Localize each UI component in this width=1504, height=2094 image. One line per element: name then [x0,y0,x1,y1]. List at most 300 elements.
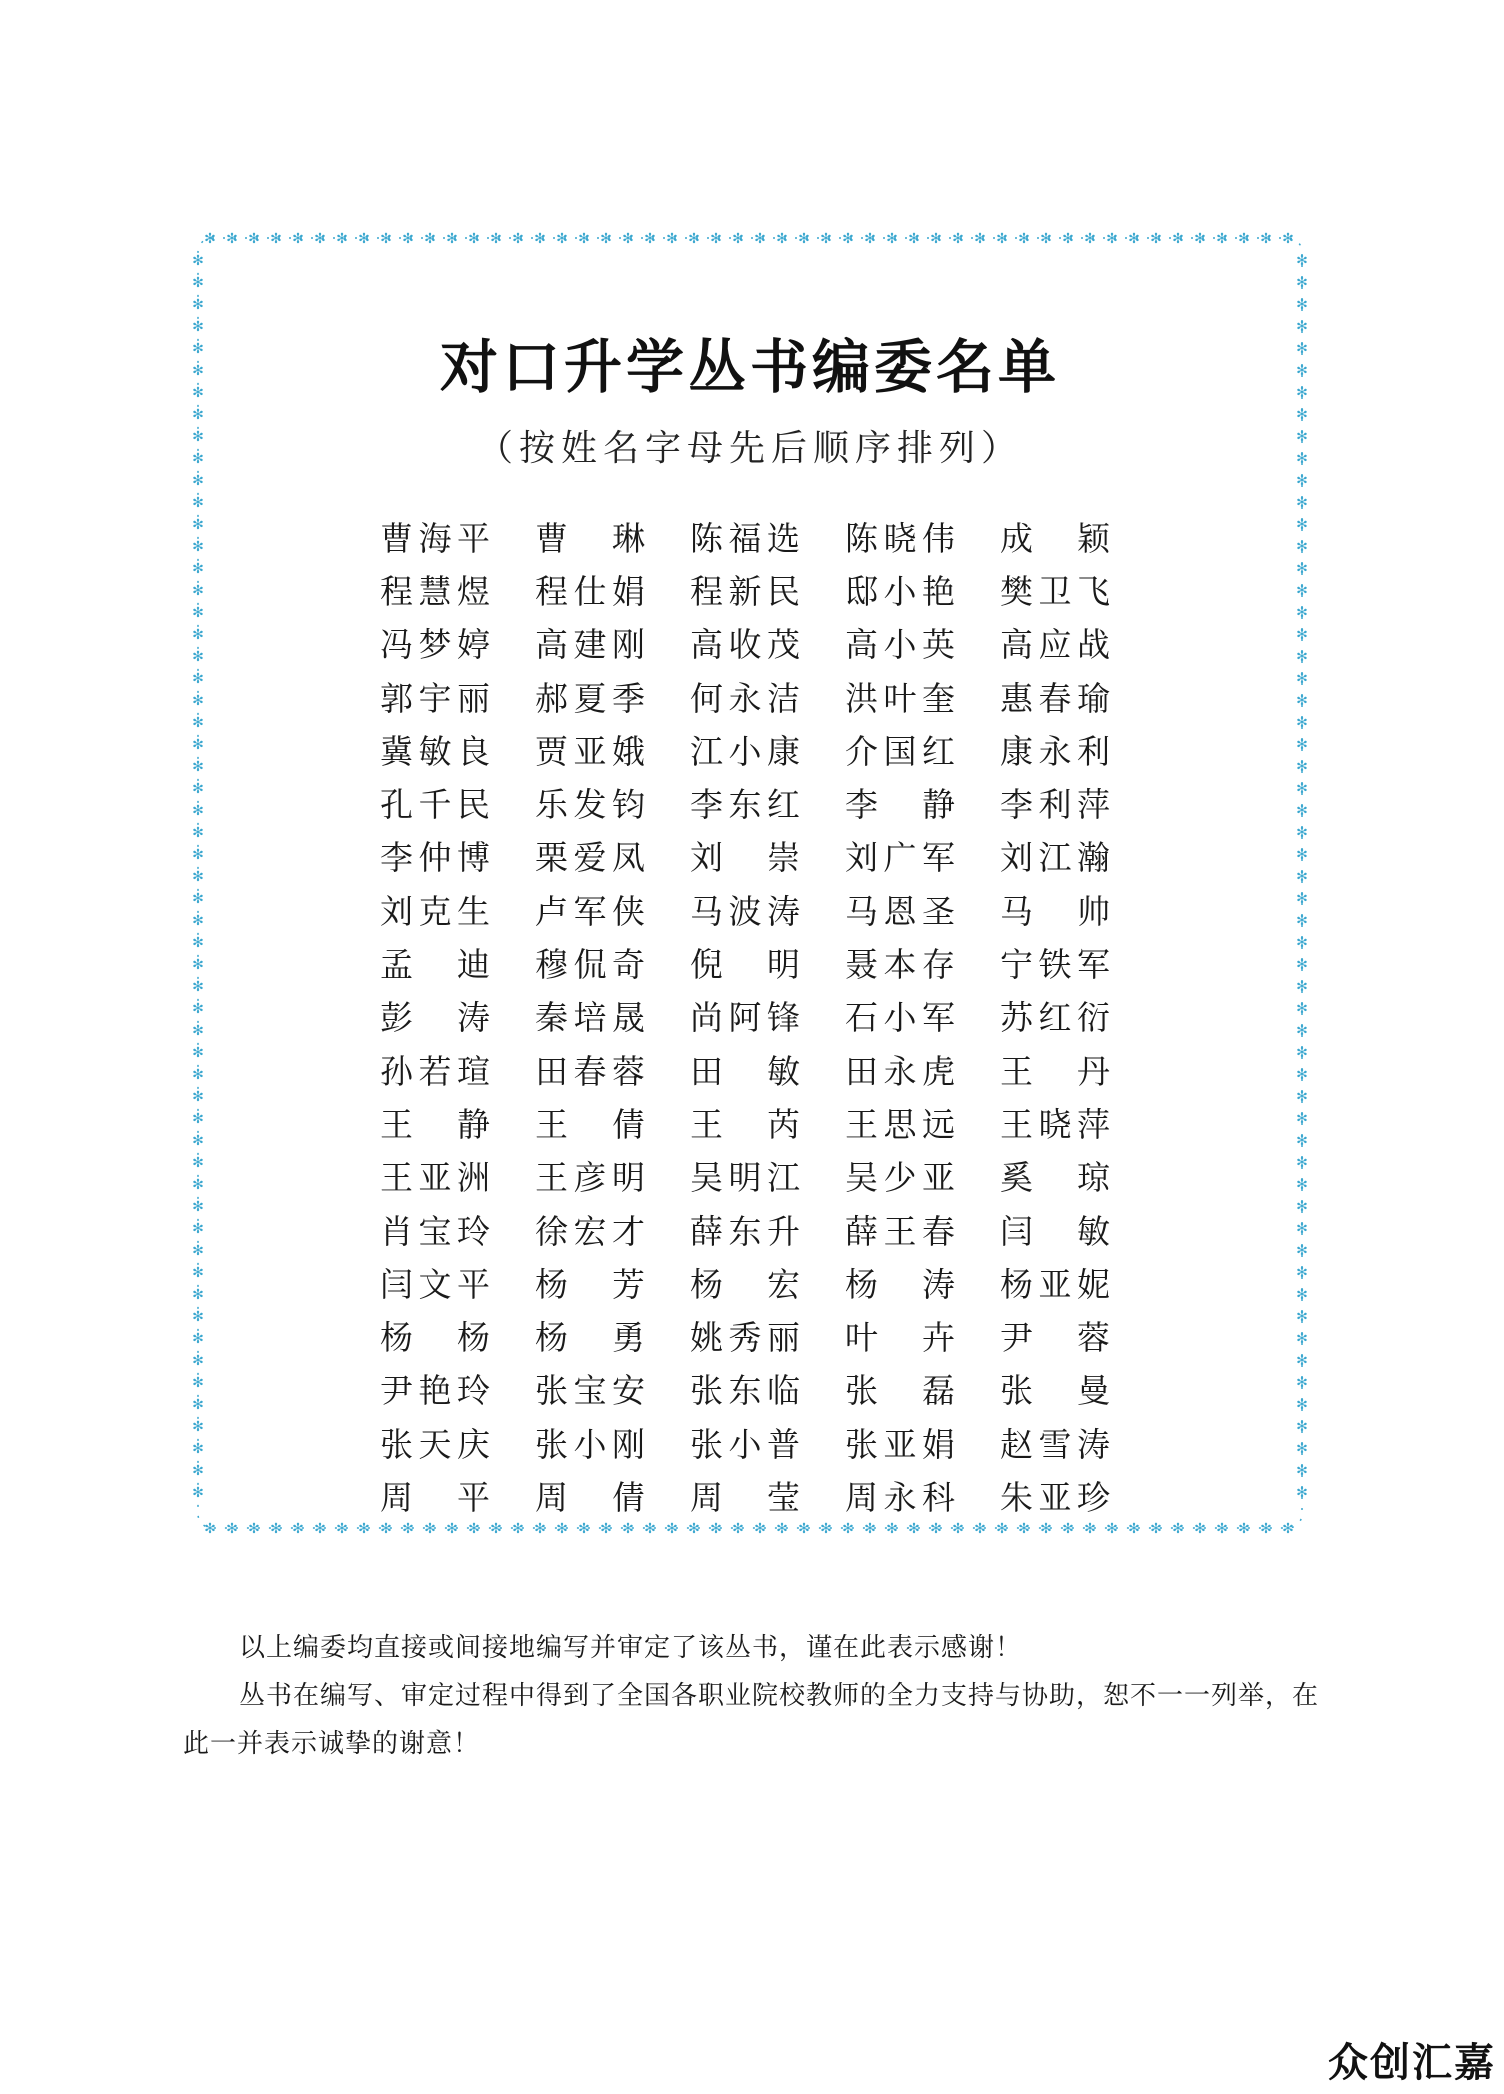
editor-name: 冀 敏 良 [380,731,490,771]
svg-text:✻: ✻ [1296,979,1308,995]
svg-text:✻: ✻ [402,1521,414,1536]
svg-text:✻: ✻ [622,1521,634,1536]
editor-name: 李 静 [845,785,955,825]
svg-text:✻: ✻ [1296,1199,1308,1215]
svg-text:✻: ✻ [864,231,876,247]
editor-name: 王 亚 洲 [380,1158,490,1198]
svg-text:✻: ✻ [1216,1521,1228,1536]
editor-name: 高 小 英 [845,625,955,665]
svg-text:✻: ✻ [754,1521,766,1536]
svg-text:✻: ✻ [1296,1045,1308,1061]
editor-name: 康 永 利 [1000,731,1110,771]
svg-text:✻: ✻ [192,561,204,577]
svg-text:✻: ✻ [1296,1023,1308,1039]
svg-text:✻: ✻ [1106,1521,1118,1536]
editor-name: 杨 宏 [690,1264,800,1304]
editor-name: 介 国 红 [845,731,955,771]
svg-text:✻: ✻ [1296,649,1308,665]
editor-name: 郝 夏 季 [535,678,645,718]
page-title: 对口升学丛书编委名单 [439,333,1060,401]
svg-text:✻: ✻ [358,1521,370,1536]
svg-text:✻: ✻ [1296,737,1308,753]
editor-name: 朱 亚 珍 [1000,1477,1110,1517]
editor-name: 王 丹 [1000,1051,1110,1091]
editor-name: 孔 千 民 [380,785,490,825]
acknowledgement-paragraph-2: 丛书在编写、审定过程中得到了全国各职业院校教师的全力支持与协助，恕不一一列举，在此一并表示诚挚的谢意！ [183,1681,1320,1759]
svg-text:✻: ✻ [1296,1133,1308,1149]
editor-name: 宁 铁 军 [1000,945,1110,985]
svg-text:✻: ✻ [1216,231,1228,247]
editor-name: 杨 杨 [380,1318,490,1358]
editor-name: 贾 亚 娥 [535,731,645,771]
svg-text:✻: ✻ [192,1111,204,1127]
decorative-border-frame [190,230,1310,1536]
svg-text:✻: ✻ [226,231,238,247]
svg-text:✻: ✻ [192,737,204,753]
svg-text:✻: ✻ [1296,781,1308,797]
svg-text:✻: ✻ [578,231,590,247]
svg-text:✻: ✻ [468,231,480,247]
editor-name: 聂 本 存 [845,945,955,985]
editor-name-list [380,512,1155,1525]
editor-name: 周 倩 [535,1477,645,1517]
editor-name: 成 颖 [1000,518,1110,558]
svg-text:✻: ✻ [1296,1287,1308,1303]
editor-name: 邸 小 艳 [845,571,955,611]
svg-text:✻: ✻ [1296,517,1308,533]
svg-text:✻: ✻ [1296,319,1308,335]
svg-text:✻: ✻ [292,1521,304,1536]
editor-name: 曹 海 平 [380,518,490,558]
svg-text:✻: ✻ [192,1221,204,1237]
svg-text:✻: ✻ [192,275,204,291]
editor-name: 王 晓 萍 [1000,1104,1110,1144]
svg-text:✻: ✻ [1194,231,1206,247]
svg-text:✻: ✻ [1296,715,1308,731]
editor-name: 张 宝 安 [535,1371,645,1411]
svg-text:✻: ✻ [1296,1419,1308,1435]
editor-name: 姚 秀 丽 [690,1318,800,1358]
editor-name: 何 永 洁 [690,678,800,718]
svg-text:✻: ✻ [1296,1177,1308,1193]
editor-name: 薛 王 春 [845,1211,955,1251]
svg-text:✻: ✻ [1296,495,1308,511]
svg-text:✻: ✻ [192,1133,204,1149]
svg-text:✻: ✻ [192,1265,204,1281]
editor-name: 张 东 临 [690,1371,800,1411]
svg-text:✻: ✻ [1296,1001,1308,1017]
editor-name: 田 春 蓉 [535,1051,645,1091]
svg-text:✻: ✻ [192,913,204,929]
svg-text:✻: ✻ [952,231,964,247]
svg-text:✻: ✻ [1260,231,1272,247]
svg-text:✻: ✻ [1296,869,1308,885]
editor-name: 李 东 红 [690,785,800,825]
editor-name: 秦 培 晟 [535,998,645,1038]
editor-name: 刘 江 瀚 [1000,838,1110,878]
svg-text:✻: ✻ [1296,297,1308,313]
svg-text:✻: ✻ [556,231,568,247]
svg-text:✻: ✻ [1296,451,1308,467]
svg-text:✻: ✻ [192,803,204,819]
svg-text:✻: ✻ [1296,891,1308,907]
svg-text:✻: ✻ [192,1199,204,1215]
svg-text:✻: ✻ [192,473,204,489]
editor-name: 王 彦 明 [535,1158,645,1198]
svg-text:✻: ✻ [192,693,204,709]
editor-name: 王 倩 [535,1104,645,1144]
editor-name: 王 芮 [690,1104,800,1144]
svg-text:✻: ✻ [974,231,986,247]
editor-name: 栗 爱 凤 [535,838,645,878]
svg-text:✻: ✻ [556,1521,568,1536]
svg-text:✻: ✻ [1296,671,1308,687]
svg-text:✻: ✻ [192,1463,204,1479]
svg-text:✻: ✻ [490,231,502,247]
editor-name: 王 思 远 [845,1104,955,1144]
editor-name: 高 应 战 [1000,625,1110,665]
svg-text:✻: ✻ [1296,605,1308,621]
svg-text:✻: ✻ [192,1045,204,1061]
svg-text:✻: ✻ [204,231,216,247]
svg-text:✻: ✻ [578,1521,590,1536]
editor-name: 孙 若 瑄 [380,1051,490,1091]
editor-name: 闫 文 平 [380,1264,490,1304]
editor-name: 惠 春 瑜 [1000,678,1110,718]
svg-text:✻: ✻ [930,231,942,247]
svg-text:✻: ✻ [192,539,204,555]
svg-text:✻: ✻ [1128,1521,1140,1536]
svg-text:✻: ✻ [776,231,788,247]
svg-text:✻: ✻ [930,1521,942,1536]
page-subtitle: （按姓名字母先后顺序排列） [476,428,1023,469]
svg-text:✻: ✻ [192,583,204,599]
svg-text:✻: ✻ [192,1023,204,1039]
editor-name: 叶 卉 [845,1318,955,1358]
svg-text:✻: ✻ [314,1521,326,1536]
svg-text:✻: ✻ [1296,341,1308,357]
svg-text:✻: ✻ [192,979,204,995]
editor-name: 马 帅 [1000,891,1110,931]
svg-text:✻: ✻ [710,231,722,247]
svg-text:✻: ✻ [192,1441,204,1457]
editor-name: 杨 勇 [535,1318,645,1358]
editor-name: 尹 艳 玲 [380,1371,490,1411]
svg-text:✻: ✻ [1296,407,1308,423]
svg-text:✻: ✻ [820,1521,832,1536]
editor-name: 马 恩 圣 [845,891,955,931]
svg-text:✻: ✻ [1296,693,1308,709]
svg-text:✻: ✻ [1194,1521,1206,1536]
editor-name: 苏 红 衍 [1000,998,1110,1038]
svg-text:✻: ✻ [192,1397,204,1413]
editor-name: 奚 琼 [1000,1158,1110,1198]
editor-name: 杨 亚 妮 [1000,1264,1110,1304]
svg-text:✻: ✻ [1282,231,1294,247]
svg-text:✻: ✻ [1296,1353,1308,1369]
svg-text:✻: ✻ [1296,429,1308,445]
editor-name: 吴 明 江 [690,1158,800,1198]
svg-text:✻: ✻ [192,891,204,907]
svg-text:✻: ✻ [446,231,458,247]
svg-text:✻: ✻ [754,231,766,247]
svg-text:✻: ✻ [1296,473,1308,489]
svg-text:✻: ✻ [666,1521,678,1536]
svg-text:✻: ✻ [248,1521,260,1536]
svg-text:✻: ✻ [1172,1521,1184,1536]
svg-text:✻: ✻ [732,231,744,247]
svg-text:✻: ✻ [192,517,204,533]
svg-text:✻: ✻ [192,935,204,951]
svg-text:✻: ✻ [1296,1111,1308,1127]
svg-text:✻: ✻ [192,869,204,885]
editor-name: 程 新 民 [690,571,800,611]
svg-text:✻: ✻ [864,1521,876,1536]
editor-name: 尚 阿 锋 [690,998,800,1038]
svg-text:✻: ✻ [644,1521,656,1536]
editor-name: 周 永 科 [845,1477,955,1517]
editor-name: 郭 宇 丽 [380,678,490,718]
svg-text:✻: ✻ [192,451,204,467]
svg-text:✻: ✻ [534,1521,546,1536]
svg-text:✻: ✻ [1150,231,1162,247]
svg-text:✻: ✻ [1296,627,1308,643]
svg-text:✻: ✻ [192,627,204,643]
svg-text:✻: ✻ [1296,561,1308,577]
svg-text:✻: ✻ [192,1001,204,1017]
svg-text:✻: ✻ [192,1155,204,1171]
editor-name: 马 波 涛 [690,891,800,931]
svg-text:✻: ✻ [1238,1521,1250,1536]
svg-text:✻: ✻ [1062,1521,1074,1536]
editor-name: 李 利 萍 [1000,785,1110,825]
svg-text:✻: ✻ [192,341,204,357]
svg-text:✻: ✻ [1296,1265,1308,1281]
editor-name: 张 天 庆 [380,1424,490,1464]
editor-name: 肖 宝 玲 [380,1211,490,1251]
editor-name: 陈 晓 伟 [845,518,955,558]
editor-name: 田 敏 [690,1051,800,1091]
editor-name: 张 小 刚 [535,1424,645,1464]
svg-text:✻: ✻ [424,1521,436,1536]
svg-text:✻: ✻ [1296,275,1308,291]
svg-text:✻: ✻ [192,1331,204,1347]
svg-text:✻: ✻ [192,957,204,973]
svg-text:✻: ✻ [1062,231,1074,247]
editor-name: 卢 军 侠 [535,891,645,931]
svg-text:✻: ✻ [1238,231,1250,247]
svg-text:✻: ✻ [1296,1441,1308,1457]
svg-text:✻: ✻ [1296,847,1308,863]
svg-text:✻: ✻ [974,1521,986,1536]
svg-text:✻: ✻ [192,1419,204,1435]
editor-name: 曹 琳 [535,518,645,558]
editor-name: 张 小 普 [690,1424,800,1464]
svg-text:✻: ✻ [688,231,700,247]
editor-name: 张 曼 [1000,1371,1110,1411]
svg-text:✻: ✻ [468,1521,480,1536]
editor-name: 张 磊 [845,1371,955,1411]
svg-text:✻: ✻ [192,671,204,687]
svg-text:✻: ✻ [688,1521,700,1536]
svg-text:✻: ✻ [732,1521,744,1536]
editor-name: 穆 侃 奇 [535,945,645,985]
editor-name: 杨 涛 [845,1264,955,1304]
editor-name: 程 仕 娟 [535,571,645,611]
editor-name: 乐 发 钧 [535,785,645,825]
svg-text:✻: ✻ [336,231,348,247]
editor-name: 孟 迪 [380,945,490,985]
svg-text:✻: ✻ [798,231,810,247]
editor-name: 田 永 虎 [845,1051,955,1091]
svg-text:✻: ✻ [1018,231,1030,247]
svg-text:✻: ✻ [1296,363,1308,379]
editor-name: 赵 雪 涛 [1000,1424,1110,1464]
svg-text:✻: ✻ [996,231,1008,247]
svg-text:✻: ✻ [1296,1375,1308,1391]
svg-text:✻: ✻ [380,1521,392,1536]
svg-text:✻: ✻ [600,1521,612,1536]
svg-text:✻: ✻ [710,1521,722,1536]
editor-name: 冯 梦 婷 [380,625,490,665]
svg-text:✻: ✻ [908,1521,920,1536]
svg-text:✻: ✻ [952,1521,964,1536]
svg-text:✻: ✻ [1296,1089,1308,1105]
svg-text:✻: ✻ [1260,1521,1272,1536]
editor-name: 刘 崇 [690,838,800,878]
svg-text:✻: ✻ [1018,1521,1030,1536]
editor-name: 陈 福 选 [690,518,800,558]
editor-name: 薛 东 升 [690,1211,800,1251]
svg-text:✻: ✻ [1296,253,1308,269]
editor-name: 倪 明 [690,945,800,985]
svg-text:✻: ✻ [1296,1397,1308,1413]
svg-text:✻: ✻ [1296,1331,1308,1347]
svg-text:✻: ✻ [1106,231,1118,247]
svg-text:✻: ✻ [1296,1221,1308,1237]
svg-text:✻: ✻ [336,1521,348,1536]
svg-text:✻: ✻ [1296,1309,1308,1325]
svg-text:✻: ✻ [192,1243,204,1259]
svg-text:✻: ✻ [842,231,854,247]
svg-text:✻: ✻ [192,1485,204,1501]
svg-text:✻: ✻ [1296,539,1308,555]
svg-text:✻: ✻ [908,231,920,247]
svg-text:✻: ✻ [1296,957,1308,973]
editor-name: 闫 敏 [1000,1211,1110,1251]
svg-text:✻: ✻ [1084,231,1096,247]
svg-text:✻: ✻ [622,231,634,247]
svg-text:✻: ✻ [424,231,436,247]
editor-name: 杨 芳 [535,1264,645,1304]
svg-text:✻: ✻ [192,253,204,269]
editor-name: 程 慧 煜 [380,571,490,611]
svg-text:✻: ✻ [1282,1521,1294,1536]
svg-text:✻: ✻ [820,231,832,247]
svg-text:✻: ✻ [666,231,678,247]
editor-name: 高 建 刚 [535,625,645,665]
svg-text:✻: ✻ [996,1521,1008,1536]
svg-text:✻: ✻ [192,825,204,841]
editor-name: 尹 蓉 [1000,1318,1110,1358]
svg-text:✻: ✻ [644,231,656,247]
svg-text:✻: ✻ [1296,935,1308,951]
svg-text:✻: ✻ [1172,231,1184,247]
editor-name: 石 小 军 [845,998,955,1038]
svg-text:✻: ✻ [192,847,204,863]
svg-text:✻: ✻ [192,1353,204,1369]
svg-text:✻: ✻ [512,231,524,247]
svg-text:✻: ✻ [192,715,204,731]
svg-text:✻: ✻ [270,1521,282,1536]
acknowledgement-paragraph-1: 以上编委均直接或间接地编写并审定了该丛书，谨在此表示感谢！ [239,1633,1023,1663]
svg-text:✻: ✻ [192,495,204,511]
svg-text:✻: ✻ [1296,1243,1308,1259]
editor-name: 高 收 茂 [690,625,800,665]
editor-name: 王 静 [380,1104,490,1144]
svg-text:✻: ✻ [192,1375,204,1391]
svg-text:✻: ✻ [192,1067,204,1083]
svg-text:✻: ✻ [776,1521,788,1536]
svg-text:✻: ✻ [490,1521,502,1536]
editor-name: 吴 少 亚 [845,1158,955,1198]
publisher-watermark: 众创汇嘉 [1328,2040,1496,2086]
svg-text:✻: ✻ [314,231,326,247]
editor-name: 张 亚 娟 [845,1424,955,1464]
svg-text:✻: ✻ [402,231,414,247]
editor-name: 江 小 康 [690,731,800,771]
svg-text:✻: ✻ [192,1309,204,1325]
svg-text:✻: ✻ [1296,803,1308,819]
svg-text:✻: ✻ [1296,1067,1308,1083]
editor-name: 洪 叶 奎 [845,678,955,718]
svg-text:✻: ✻ [1296,825,1308,841]
svg-text:✻: ✻ [192,1287,204,1303]
editor-name: 周 莹 [690,1477,800,1517]
svg-text:✻: ✻ [192,1089,204,1105]
svg-text:✻: ✻ [292,231,304,247]
svg-text:✻: ✻ [1296,913,1308,929]
editor-name: 李 仲 博 [380,838,490,878]
svg-text:✻: ✻ [270,231,282,247]
svg-text:✻: ✻ [192,605,204,621]
svg-text:✻: ✻ [446,1521,458,1536]
svg-text:✻: ✻ [1150,1521,1162,1536]
svg-text:✻: ✻ [1040,1521,1052,1536]
svg-text:✻: ✻ [192,385,204,401]
svg-text:✻: ✻ [600,231,612,247]
svg-text:✻: ✻ [192,759,204,775]
svg-text:✻: ✻ [192,1177,204,1193]
svg-text:✻: ✻ [248,231,260,247]
svg-text:✻: ✻ [192,363,204,379]
svg-text:✻: ✻ [886,231,898,247]
svg-text:✻: ✻ [1296,583,1308,599]
svg-text:✻: ✻ [192,781,204,797]
svg-text:✻: ✻ [192,407,204,423]
svg-text:✻: ✻ [192,429,204,445]
svg-text:✻: ✻ [1128,231,1140,247]
svg-text:✻: ✻ [1296,1155,1308,1171]
svg-text:✻: ✻ [512,1521,524,1536]
svg-text:✻: ✻ [1296,385,1308,401]
editor-name: 周 平 [380,1477,490,1517]
svg-text:✻: ✻ [380,231,392,247]
editor-name: 刘 广 军 [845,838,955,878]
svg-text:✻: ✻ [358,231,370,247]
editor-name: 徐 宏 才 [535,1211,645,1251]
svg-text:✻: ✻ [1296,1485,1308,1501]
